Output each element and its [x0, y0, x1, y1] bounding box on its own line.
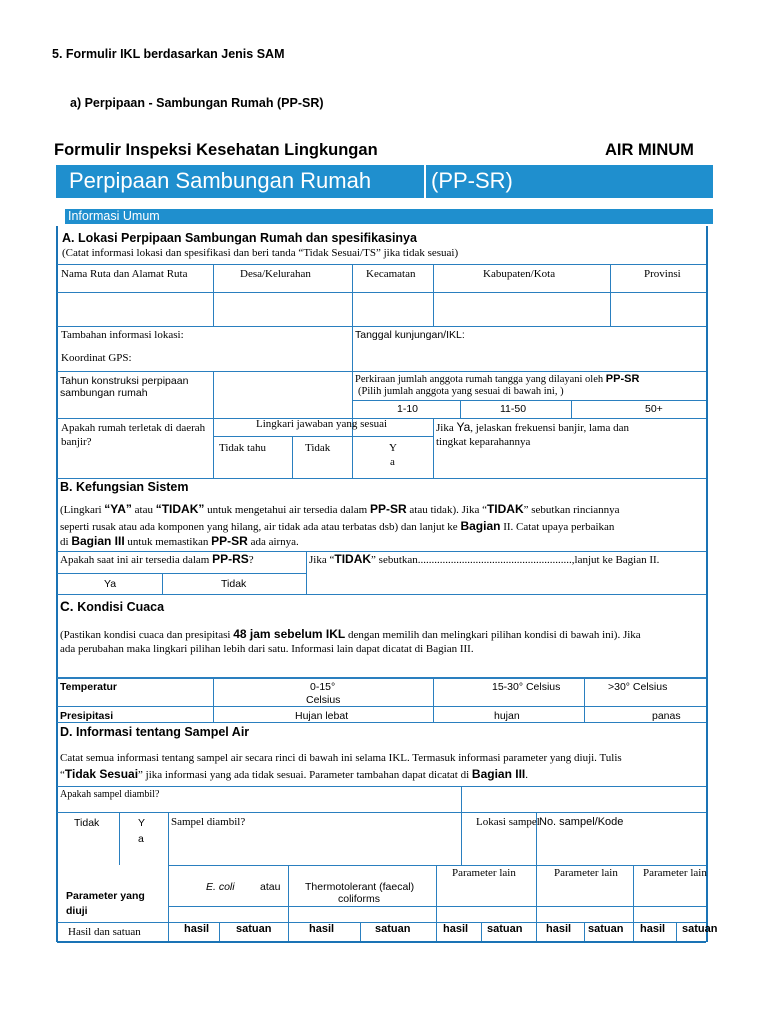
perkiraan-label: Perkiraan jumlah anggota rumah tangga yang dilayani oleh PP-SR [355, 373, 640, 385]
lain2-hasil: hasil [546, 923, 572, 935]
info-umum-bar [65, 209, 713, 224]
opt-air-ya[interactable]: Ya [104, 578, 117, 590]
col-desa: Desa/Kelurahan [240, 268, 311, 280]
lain1-hasil: hasil [443, 923, 469, 935]
param-lain-3: Parameter lain [643, 867, 707, 879]
subsection-heading: a) Perpipaan - Sambungan Rumah (PP-SR) [70, 96, 324, 110]
tambahan-info-label: Tambahan informasi lokasi: [61, 329, 184, 341]
section-c-title: C. Kondisi Cuaca [60, 599, 165, 614]
diuji-label: diuji [66, 905, 88, 917]
form-title: Formulir Inspeksi Kesehatan Lingkungan [54, 141, 378, 159]
section-b-para-1: (Lingkari “YA” atau “TIDAK” untuk mengetahui air tersedia dalam PP-SR atau tidak). Jika “TIDAK” sebutkan rinciannya [60, 502, 620, 516]
lokasi-sampel-label: Lokasi sampel [476, 816, 540, 828]
lain1-satuan: satuan [487, 923, 523, 935]
banner-title: Perpipaan Sambungan Rumah [69, 168, 372, 193]
range-1-10[interactable]: 1-10 [397, 403, 419, 415]
col-provinsi: Provinsi [644, 268, 681, 280]
presip-panas[interactable]: panas [652, 710, 681, 722]
presip-hujan-lebat[interactable]: Hujan lebat [295, 710, 349, 722]
temp-30-plus[interactable]: >30° Celsius [608, 681, 668, 693]
opt-sampel-y[interactable]: Y [138, 817, 146, 829]
opt-tidak-tahu[interactable]: Tidak tahu [219, 442, 266, 454]
form-category: AIR MINUM [605, 141, 694, 159]
thermo-satuan: satuan [375, 923, 411, 935]
temp-0-15-unit: Celsius [306, 694, 341, 706]
section-d-title: D. Informasi tentang Sampel Air [60, 725, 250, 739]
thermo-hasil: hasil [309, 923, 335, 935]
section-b-para-3: di Bagian III untuk memastikan PP-SR ada airnya. [60, 534, 299, 548]
lingkari-label: Lingkari jawaban yang sesuai [256, 418, 388, 430]
jika-ya-note-2: tingkat keparahannya [436, 436, 531, 448]
section-a-title: A. Lokasi Perpipaan Sambungan Rumah dan spesifikasinya [62, 231, 417, 245]
presipitasi-label: Presipitasi [60, 710, 114, 722]
col-nama-ruta: Nama Ruta dan Alamat Ruta [61, 268, 188, 280]
param-lain-1: Parameter lain [452, 867, 516, 879]
section-b-title: B. Kefungsian Sistem [60, 480, 189, 494]
ecoli-hasil: hasil [184, 923, 210, 935]
opt-ya-a[interactable]: a [390, 456, 395, 468]
parameter-uji-label: Parameter yang [66, 890, 145, 902]
tahun-konstruksi-label: Tahun konstruksi perpipaan sambungan rumah [60, 375, 189, 399]
jika-tidak-note: Jika “TIDAK” sebutkan........................................................,lanjut ke Bagian II. [309, 552, 660, 566]
section-c-para-2: ada perubahan maka lingkari pilihan lebih dari satu. Informasi lain dapat dicatat di Bagian III. [60, 643, 474, 655]
temp-0-15[interactable]: 0-15° [310, 681, 336, 693]
presip-hujan[interactable]: hujan [494, 710, 520, 722]
hasil-satuan-label: Hasil dan satuan [68, 926, 141, 938]
range-50-plus[interactable]: 50+ [645, 403, 663, 415]
tanggal-label: Tanggal kunjungan/IKL: [355, 329, 465, 341]
col-kabupaten: Kabupaten/Kota [483, 268, 556, 280]
banjir-question: Apakah rumah terletak di daerah banjir? [61, 422, 206, 448]
lain3-satuan: satuan [682, 923, 718, 935]
section-heading: 5. Formulir IKL berdasarkan Jenis SAM [52, 47, 285, 61]
sampel-diambil-label: Sampel diambil? [171, 816, 246, 828]
param-coliforms: coliforms [338, 893, 381, 905]
section-d-para-2: “Tidak Sesuai” jika informasi yang ada tidak sesuai. Parameter tambahan dapat dicatat di Bagian III. [60, 767, 528, 781]
sampel-question: Apakah sampel diambil? [60, 789, 160, 800]
opt-tidak[interactable]: Tidak [305, 442, 331, 454]
param-thermo: Thermotolerant (faecal) [305, 881, 415, 893]
temperatur-label: Temperatur [60, 681, 117, 693]
section-b-para-2: seperti rusak atau ada komponen yang hilang, air tidak ada atau terbatas dsb) dan lanjut ke Bagian II. Catat upaya perbaikan [60, 519, 615, 533]
no-sampel-label: No. sampel/Kode [539, 816, 624, 828]
ecoli-satuan: satuan [236, 923, 272, 935]
pilih-note: (Pilih jumlah anggota yang sesuai di bawah ini, ) [358, 386, 564, 397]
form-banner [56, 165, 713, 198]
param-ecoli: E. coli [206, 881, 235, 893]
param-atau: atau [260, 881, 281, 893]
section-a-note: (Catat informasi lokasi dan spesifikasi dan beri tanda “Tidak Sesuai/TS” jika tidak sesuai) [62, 247, 459, 259]
section-d-para-1: Catat semua informasi tentang sampel air secara rinci di bawah ini selama IKL. Termasuk informasi parameter yang diuji. Tulis [60, 752, 622, 764]
col-kecamatan: Kecamatan [366, 268, 416, 280]
range-11-50[interactable]: 11-50 [500, 403, 527, 415]
air-tersedia-question: Apakah saat ini air tersedia dalam PP-RS? [60, 552, 254, 566]
temp-15-30[interactable]: 15-30° Celsius [492, 681, 561, 693]
opt-sampel-tidak[interactable]: Tidak [74, 817, 100, 829]
opt-sampel-a[interactable]: a [138, 833, 144, 845]
section-c-para-1: (Pastikan kondisi cuaca dan presipitasi 48 jam sebelum IKL dengan memilih dan melingkari pilihan kondisi di bawah ini). Jika [60, 627, 641, 641]
opt-air-tidak[interactable]: Tidak [221, 578, 247, 590]
info-umum-label: Informasi Umum [68, 209, 160, 223]
opt-ya-y[interactable]: Y [389, 442, 397, 454]
banner-code: (PP-SR) [431, 168, 513, 193]
jika-ya-note: Jika Ya, jelaskan frekuensi banjir, lama dan [436, 420, 629, 434]
lain3-hasil: hasil [640, 923, 666, 935]
gps-label: Koordinat GPS: [61, 352, 132, 364]
lain2-satuan: satuan [588, 923, 624, 935]
param-lain-2: Parameter lain [554, 867, 618, 879]
banner-divider [424, 165, 426, 198]
